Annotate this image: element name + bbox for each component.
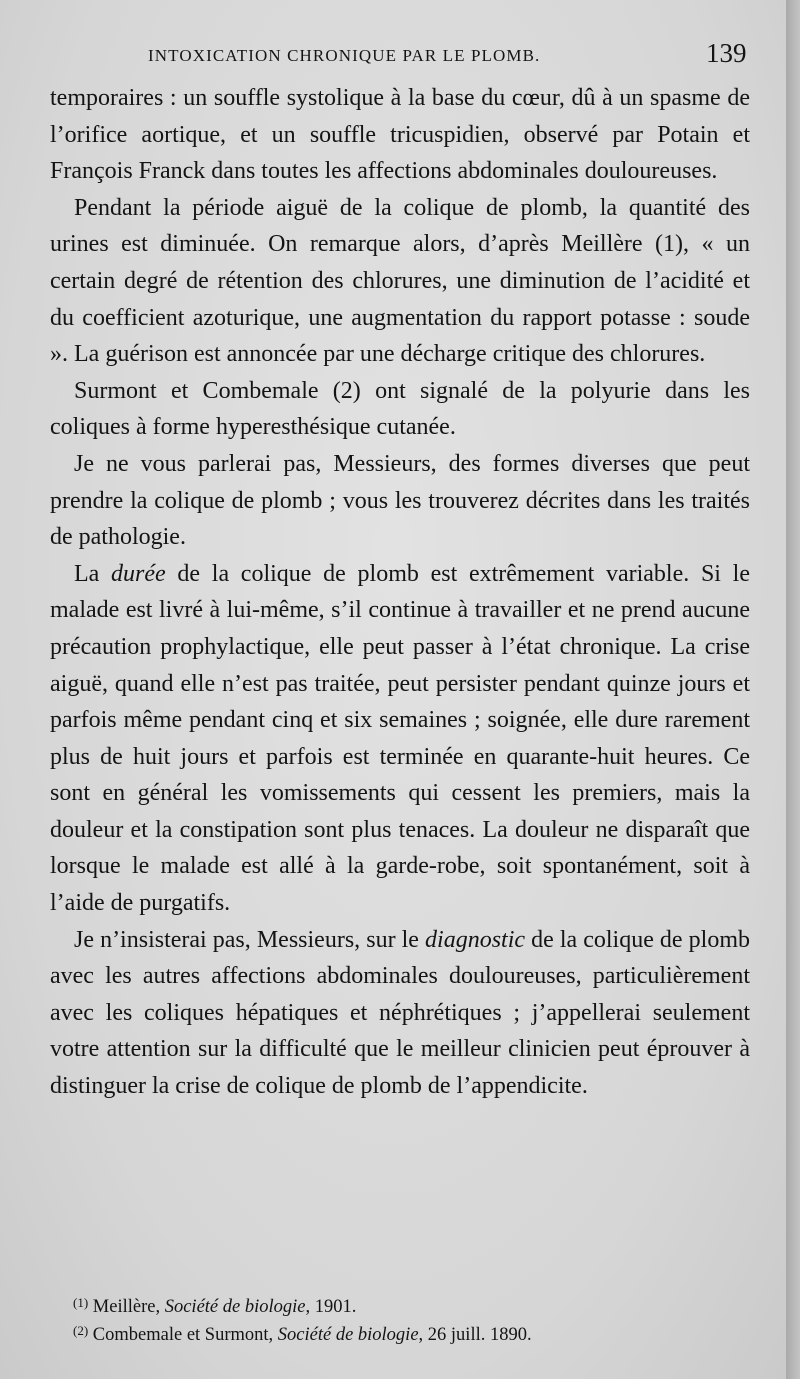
paragraph-diagnostic	[50, 922, 750, 1105]
paragraph-duree	[50, 556, 750, 922]
duree-lead: La	[74, 560, 112, 587]
page-number: 139	[706, 38, 747, 68]
footnote-2	[73, 1319, 756, 1347]
footnote-author: Meillère,	[88, 1297, 165, 1317]
page-edge-shadow	[786, 0, 800, 1379]
footnote-author: Combemale et Surmont,	[88, 1325, 278, 1345]
footnote-source: Société de biologie	[164, 1297, 306, 1317]
paragraph-formes: Je ne vous parlerai pas, Messieurs, des formes diverses que peut prendre la colique de plomb ; vous les trouverez décrites dans les traités de pathologie.	[50, 450, 750, 551]
duree-text: de la colique de plomb est extrêmement variable. Si le malade est livré à lui-même, s’il continue à travailler et ne prend aucune précaution prophylactique, elle peut passer à l’état chronique. La crise aiguë, quand elle n’est pas traitée, peut persister pendant quinze jours et parfois même pendant cinq et six semaines ; soignée, elle dure rarement plus de huit jours et parfois est terminée en quarante-huit heures. Ce sont en général les vomissements qui cessent les premiers, mais la douleur et la constipation sont plus tenaces. La douleur ne disparaît que lorsque le malade est allé à la garde-robe, soit spontanément, soit à l’aide de purgatifs.	[50, 560, 751, 917]
paragraph-urines: Pendant la période aiguë de la colique de plomb, la quantité des urines est diminuée. On remarque alors, d’après Meillère (1), « un certain degré de rétention des chlorures, une diminution de l’acidité et du coefficient azoturique, une augmentation du rapport potasse : soude ». La guérison est annoncée par une décharge critique des chlorures.	[50, 194, 750, 368]
diagnostic-lead: Je n’insisterai pas, Messieurs, sur le	[74, 926, 426, 953]
running-title: INTOXICATION CHRONIQUE PAR LE PLOMB.	[148, 46, 541, 65]
paragraph-continuation: temporaires : un souffle systolique à la base du cœur, dû à un spasme de l’orifice aortique, et un souffle tricuspidien, observé par Potain et François Franck dans toutes les affections abdominales douloureuses.	[50, 85, 750, 185]
footnote-source: Société de biologie	[277, 1325, 419, 1345]
footnote-date: , 26 juill. 1890.	[418, 1325, 532, 1345]
body-text	[50, 80, 750, 1105]
duree-emphasis: durée	[111, 560, 166, 587]
footnote-mark: (2)	[73, 1323, 89, 1338]
footnote-mark: (1)	[73, 1295, 89, 1310]
footnote-1	[73, 1291, 756, 1319]
footnotes	[73, 1291, 756, 1347]
diagnostic-emphasis: diagnostic	[425, 926, 526, 953]
footnote-date: , 1901.	[305, 1297, 357, 1317]
diagnostic-text: de la colique de plomb avec les autres affections abdominales douloureuses, particulièrement avec les coliques hépatiques et néphrétiques ; j’appellerai seulement votre attention sur la difficulté que le meilleur clinicien peut éprouver à distinguer la crise de colique de plomb de l’appendicite.	[50, 926, 750, 1100]
paragraph-polyurie: Surmont et Combemale (2) ont signalé de la polyurie dans les coliques à forme hyperesthésique cutanée.	[50, 377, 750, 441]
